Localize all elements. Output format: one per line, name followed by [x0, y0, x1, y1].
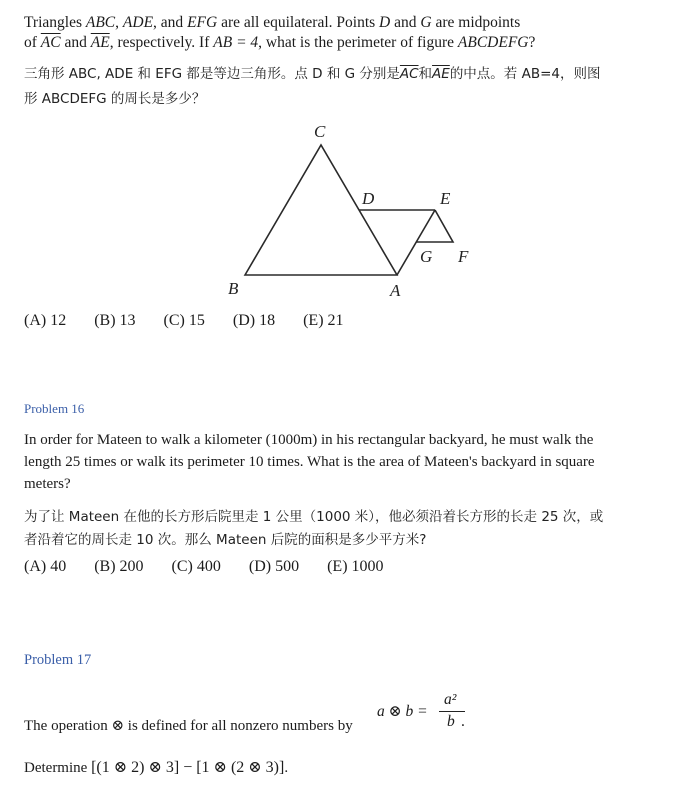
choice-e: (E) 1000	[327, 558, 384, 575]
choice-d: (D) 500	[248, 558, 300, 575]
p15-text: are midpoints	[431, 14, 521, 31]
zh-text: 的中点。若 AB=4，则图	[449, 66, 601, 82]
p15-answer-choices	[24, 312, 372, 330]
triangle-efg-shape	[416, 210, 453, 242]
zh-segment-ae: $\overline{AE}$	[432, 66, 450, 82]
p16-zh-line-1: 为了让 Mateen 在他的长方形后院里走 1 公里（1000 米），他必须沿着长方形的长走 25 次，或	[24, 509, 604, 525]
triangle-abc: ABC	[85, 14, 116, 31]
p15-zh-line-2: 形 ABCDEFG 的周长是多少？	[24, 91, 206, 107]
p16-en-line-3: meters?	[24, 476, 71, 492]
triangle-figure	[0, 0, 692, 320]
choice-a: (A) 12	[24, 312, 67, 329]
determine-expression: [(1 ⊗ 2) ⊗ 3] − [1 ⊗ (2 ⊗ 3)]	[91, 759, 285, 776]
label-d: D	[362, 189, 375, 208]
p17-determine-line	[24, 758, 288, 778]
formula-lhs: a ⊗ b =	[377, 703, 428, 720]
zh-segment-ac: $\overline{AC}$	[399, 66, 419, 82]
segment-ac: $\overline{AC}$	[40, 34, 61, 51]
formula-period: .	[461, 713, 465, 730]
label-e: E	[440, 189, 451, 208]
p15-text: , respectively. If	[109, 34, 214, 51]
p16-zh-line-2: 者沿着它的周长走 10 次。那么 Mateen 后院的面积是多少平方米?	[24, 532, 427, 548]
choice-b: (B) 200	[94, 558, 144, 575]
p16-en-line-2: length 25 times or walk its perimeter 10 times. What is the area of Mateen's backyard in square	[24, 454, 595, 470]
p15-text: , what is the perimeter of figure	[258, 34, 458, 51]
p15-text: of	[24, 34, 41, 51]
p15-text: and	[60, 34, 91, 51]
equation-ab: AB = 4	[213, 34, 259, 51]
point-d: D	[379, 14, 391, 31]
p15-text: Triangles	[24, 14, 86, 31]
choice-e: (E) 21	[303, 312, 344, 329]
p15-text: are all equilateral. Points	[217, 14, 380, 31]
choice-d: (D) 18	[232, 312, 276, 329]
formula-denominator: b	[447, 713, 455, 730]
choice-c: (C) 400	[171, 558, 221, 575]
problem-17-title: Problem 17	[24, 652, 92, 668]
determine-period: .	[284, 760, 289, 776]
problem-16-title: Problem 16	[24, 401, 85, 416]
triangle-ade: ADE	[122, 14, 154, 31]
zh-text: 三角形 ABC, ADE 和 EFG 都是等边三角形。点 D 和 G 分别是	[24, 66, 400, 82]
p15-text: , and	[153, 14, 188, 31]
formula-numerator: a²	[444, 691, 457, 708]
p17-definition-text: The operation ⊗ is defined for all nonzero numbers by	[24, 718, 353, 734]
determine-label: Determine	[24, 760, 88, 776]
segment-ae: $\overline{AE}$	[90, 34, 110, 51]
p15-text: ?	[528, 34, 536, 51]
choice-a: (A) 40	[24, 558, 67, 575]
p16-en-line-1: In order for Mateen to walk a kilometer (1000m) in his rectangular backyard, he must walk the	[24, 432, 594, 448]
figure-name: ABCDEFG	[457, 34, 529, 51]
label-g: G	[420, 247, 433, 266]
point-g: G	[420, 14, 432, 31]
choice-c: (C) 15	[163, 312, 205, 329]
p15-text: and	[390, 14, 421, 31]
triangle-efg: EFG	[187, 14, 218, 31]
p15-text: ,	[115, 14, 123, 31]
label-a: A	[390, 281, 401, 300]
label-f: F	[458, 247, 469, 266]
choice-b: (B) 13	[94, 312, 136, 329]
label-c: C	[314, 122, 326, 141]
zh-text: 和	[418, 66, 433, 82]
p16-answer-choices	[24, 558, 412, 576]
label-b: B	[228, 279, 239, 298]
